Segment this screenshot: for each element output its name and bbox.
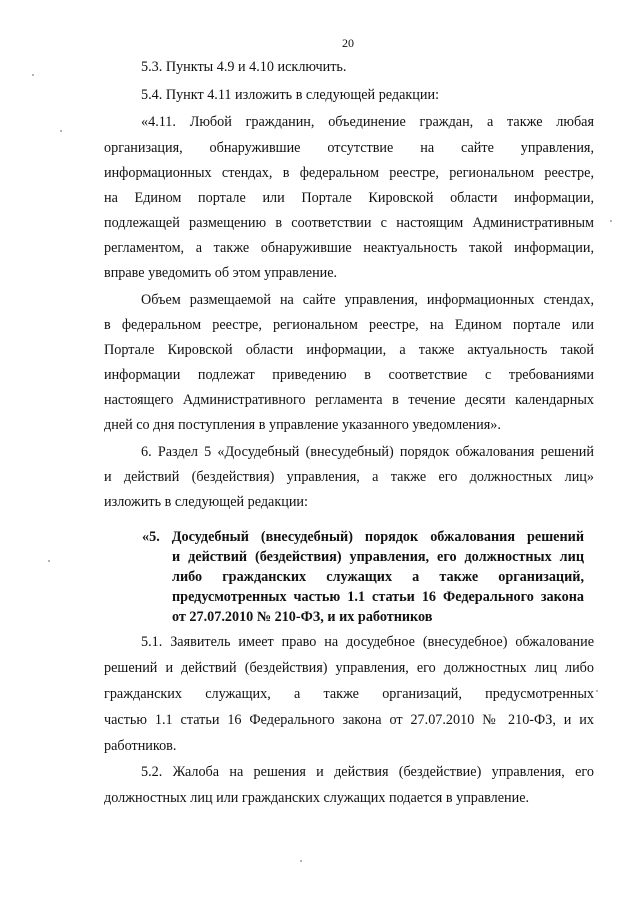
paragraph-line: информационных стендах, в федеральном реестре, региональном реестре,: [104, 165, 594, 181]
paragraph-line: регламентом, а также обнаружившие неактуальность такой информации,: [104, 240, 594, 256]
scan-speckle: [32, 74, 34, 76]
scan-speckle: [60, 130, 62, 132]
section-heading-line: предусмотренных частью 1.1 статьи 16 Федерального закона: [172, 589, 584, 605]
paragraph-line: и действий (бездействия) управления, а также его должностных лиц»: [104, 469, 594, 485]
scan-speckle: [300, 860, 302, 862]
section-heading-line: и действий (бездействия) управления, его должностных лиц: [172, 549, 584, 565]
scan-speckle: [596, 690, 598, 692]
paragraph-line: организация, обнаружившие отсутствие на сайте управления,: [104, 140, 594, 156]
paragraph-line: частью 1.1 статьи 16 Федерального закона от 27.07.2010 № 210-ФЗ, и их: [104, 712, 594, 728]
section-heading-line: от 27.07.2010 № 210-ФЗ, и их работников: [172, 609, 433, 625]
paragraph-line: настоящего Административного регламента в течение десяти календарных: [104, 392, 594, 408]
paragraph-line: подлежащей размещению в соответствии с настоящим Административным: [104, 215, 594, 231]
paragraph-line: 5.3. Пункты 4.9 и 4.10 исключить.: [141, 59, 347, 75]
page-number: 20: [342, 36, 354, 50]
paragraph-line: Портале Кировской области информации, а также актуальность такой: [104, 342, 594, 358]
paragraph-line: 6. Раздел 5 «Досудебный (внесудебный) порядок обжалования решений: [141, 444, 594, 460]
paragraph-line: вправе уведомить об этом управление.: [104, 265, 338, 281]
paragraph-line: информации подлежат приведению в соответствие с требованиями: [104, 367, 594, 383]
paragraph-line: 5.1. Заявитель имеет право на досудебное (внесудебное) обжалование: [141, 634, 594, 650]
paragraph-line: решений и действий (бездействия) управления, его должностных лиц либо: [104, 660, 594, 676]
paragraph-line: работников.: [104, 738, 177, 754]
paragraph-line: на Едином портале или Портале Кировской области информации,: [104, 190, 594, 206]
paragraph-line: в федеральном реестре, региональном реестре, на Едином портале или: [104, 317, 594, 333]
paragraph-line: изложить в следующей редакции:: [104, 494, 308, 510]
scan-speckle: [48, 560, 50, 562]
paragraph-line: Объем размещаемой на сайте управления, информационных стендах,: [141, 292, 594, 308]
paragraph-line: «4.11. Любой гражданин, объединение граждан, а также любая: [141, 114, 594, 130]
paragraph-line: гражданских служащих, а также организаций, предусмотренных: [104, 686, 594, 702]
paragraph-line: дней со дня поступления в управление указанного уведомления».: [104, 417, 501, 433]
paragraph-line: 5.2. Жалоба на решения и действия (бездействие) управления, его: [141, 764, 594, 780]
section-heading-line: «5. Досудебный (внесудебный) порядок обжалования решений: [142, 529, 584, 545]
section-heading-line: либо гражданских служащих а также организаций,: [172, 569, 584, 585]
paragraph-line: 5.4. Пункт 4.11 изложить в следующей редакции:: [141, 87, 440, 103]
scan-speckle: [610, 220, 612, 222]
paragraph-line: должностных лиц или гражданских служащих подается в управление.: [104, 790, 530, 806]
